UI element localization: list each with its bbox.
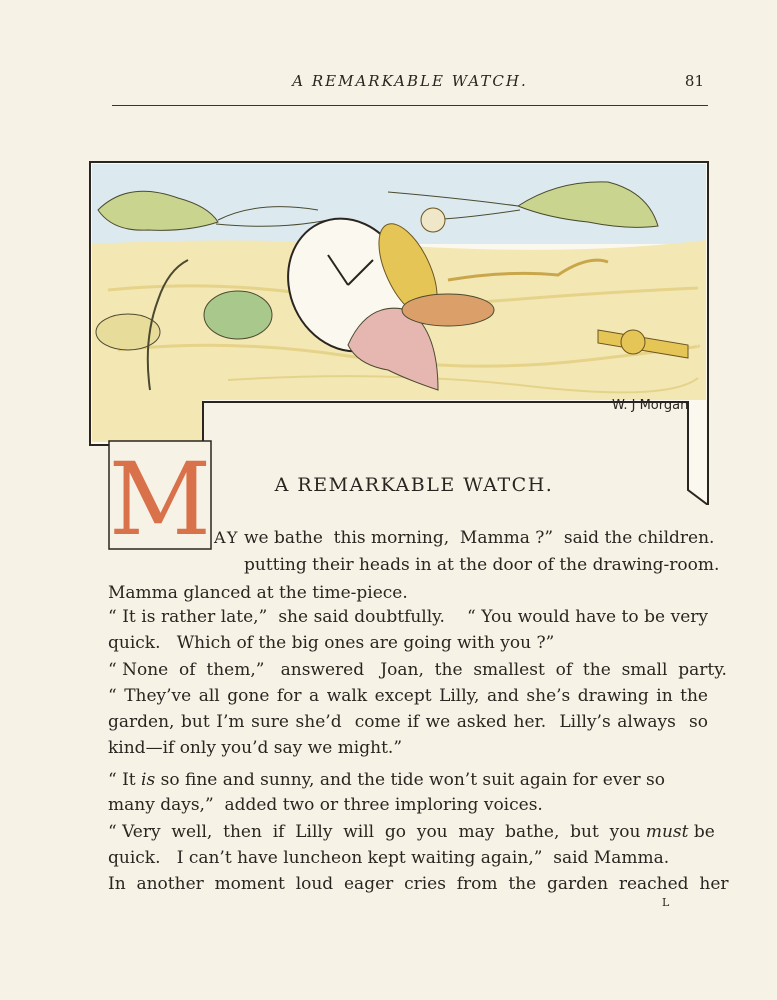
svg-text:M: M: [108, 441, 212, 550]
chapter-title: A REMARKABLE WATCH.: [274, 474, 554, 496]
body-line: many days,” added two or three imploring voices.: [108, 795, 543, 815]
dropcap-continuation: AY: [214, 528, 240, 547]
artist-signature: W. J Morgan: [612, 398, 689, 413]
body-line: quick. I can’t have luncheon kept waiting again,” said Mamma.: [108, 848, 670, 868]
dropcap-m: [108, 440, 212, 550]
body-line: garden, but I’m sure she’d come if we asked her. Lilly’s always so: [108, 712, 708, 732]
body-line: “ None of them,” answered Joan, the smallest of the small party.: [108, 660, 727, 680]
signature-mark: L: [662, 896, 670, 909]
body-line: “ Very well, then if Lilly will go you may bathe, but you must be: [108, 822, 715, 842]
body-line: In another moment loud eager cries from the garden reached her: [108, 874, 729, 894]
body-line: kind—if only you’d say we might.”: [108, 738, 403, 758]
running-title: A REMARKABLE WATCH.: [292, 72, 528, 90]
body-line: “ They’ve all gone for a walk except Lilly, and she’s drawing in the: [108, 686, 708, 706]
body-line: we bathe this morning, Mamma ?” said the children.: [244, 528, 715, 548]
body-line: Mamma glanced at the time-piece.: [108, 583, 408, 603]
running-head: [112, 72, 708, 94]
body-line: putting their heads in at the door of the drawing-room.: [244, 555, 720, 575]
crab-green-icon: [204, 291, 272, 339]
page-number: 81: [684, 72, 704, 90]
body-line: quick. Which of the big ones are going with you ?”: [108, 633, 555, 653]
header-rule: [112, 105, 708, 106]
body-line: “ It is so fine and sunny, and the tide won’t suit again for ever so: [108, 770, 665, 790]
body-line: “ It is rather late,” she said doubtfully. “ You would have to be very: [108, 607, 708, 627]
